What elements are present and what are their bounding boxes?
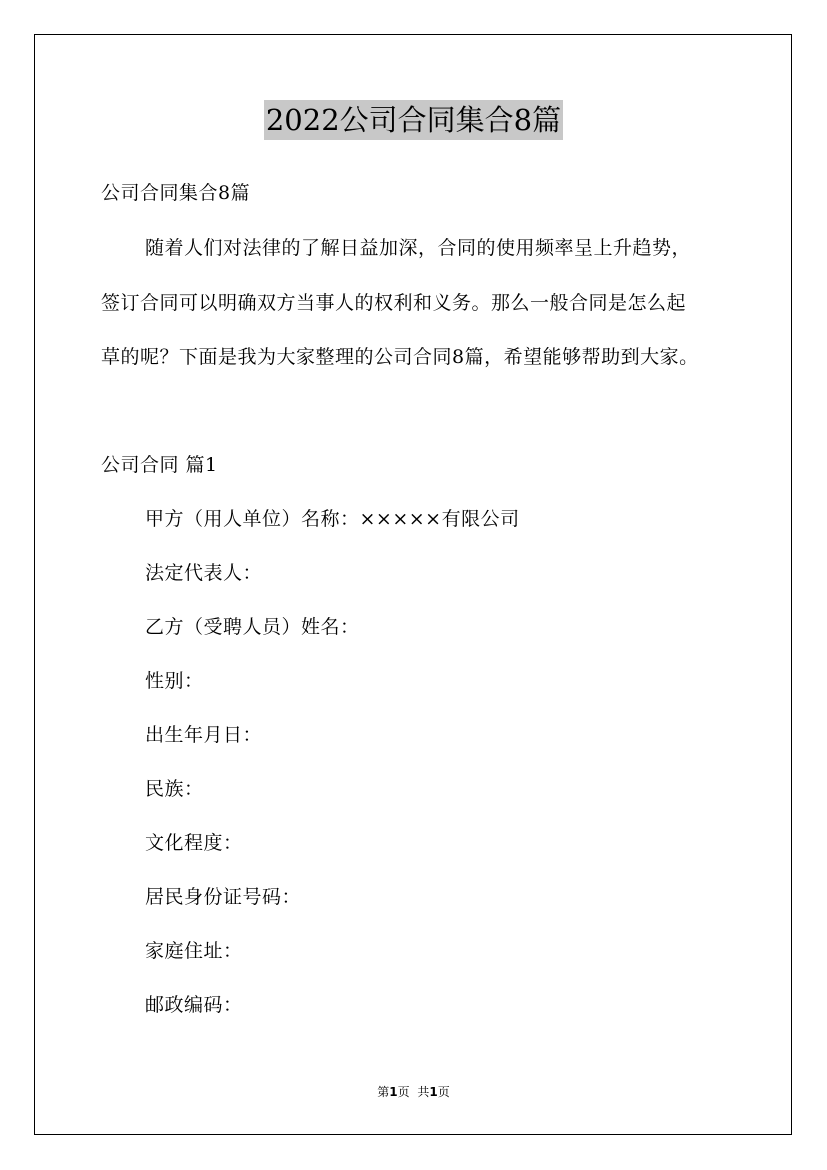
field-id-number: 居民身份证号码： <box>145 886 302 908</box>
footer-total-number: 1 <box>429 1085 438 1099</box>
intro-line-2: 签订合同可以明确双方当事人的权利和义务。那么一般合同是怎么起 <box>101 292 687 314</box>
intro-line-1: 随着人们对法律的了解日益加深，合同的使用频率呈上升趋势， <box>145 237 692 259</box>
field-legal-representative: 法定代表人： <box>145 562 263 584</box>
footer-page-suffix: 页 <box>397 1085 410 1099</box>
footer-page-prefix: 第 <box>377 1085 390 1099</box>
page-footer <box>0 1084 827 1100</box>
title-container <box>0 100 827 140</box>
intro-line-3: 草的呢？下面是我为大家整理的公司合同8篇，希望能够帮助到大家。 <box>101 346 699 368</box>
document-subtitle: 公司合同集合8篇 <box>101 182 251 204</box>
field-gender: 性别： <box>145 670 204 692</box>
footer-total-prefix: 共 <box>417 1085 430 1099</box>
footer-total-suffix: 页 <box>437 1085 450 1099</box>
field-party-b-name: 乙方（受聘人员）姓名： <box>145 616 360 638</box>
footer-page-number: 1 <box>389 1085 398 1099</box>
field-home-address: 家庭住址： <box>145 940 243 962</box>
field-education: 文化程度： <box>145 832 243 854</box>
field-postal-code: 邮政编码： <box>145 994 243 1016</box>
document-title: 2022公司合同集合8篇 <box>264 100 563 140</box>
section-heading: 公司合同 篇1 <box>101 454 218 476</box>
field-ethnicity: 民族： <box>145 778 204 800</box>
field-birth-date: 出生年月日： <box>145 724 263 746</box>
field-party-a-name: 甲方（用人单位）名称：×××××有限公司 <box>145 508 520 530</box>
